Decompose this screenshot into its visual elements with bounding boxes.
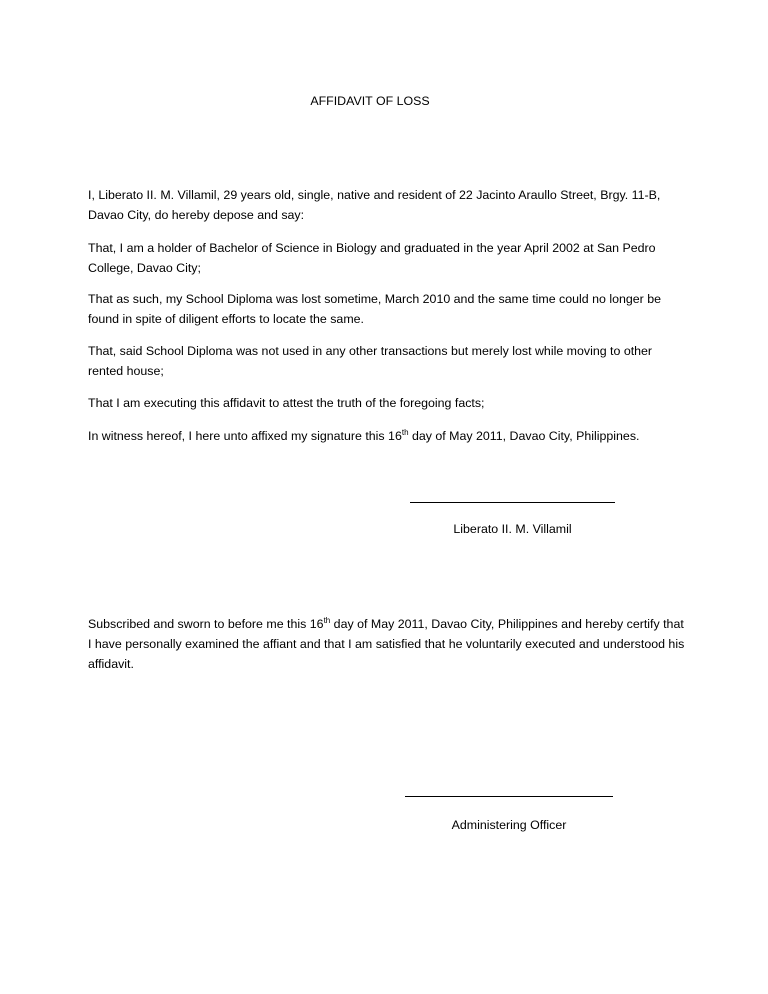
document-title-text: AFFIDAVIT OF LOSS bbox=[310, 94, 430, 108]
paragraph-education: That, I am a holder of Bachelor of Science in Biology and graduated in the year April 2002 at San Pedro College, Davao City; bbox=[88, 241, 656, 275]
officer-signature-line bbox=[405, 796, 613, 797]
paragraph-witness bbox=[88, 426, 688, 446]
paragraph-intro: I, Liberato II. M. Villamil, 29 years old, single, native and resident of 22 Jacinto Araullo Street, Brgy. 11-B, Davao City, do hereby depose and say: bbox=[88, 188, 661, 222]
jurat-text-before: Subscribed and sworn to before me this 16 bbox=[88, 617, 324, 631]
paragraph-jurat bbox=[88, 614, 688, 674]
witness-ordinal-suffix: th bbox=[401, 427, 409, 437]
paragraph-attest: That I am executing this affidavit to attest the truth of the foregoing facts; bbox=[88, 396, 485, 410]
jurat-ordinal-suffix: th bbox=[323, 615, 331, 625]
officer-label: Administering Officer bbox=[451, 818, 567, 832]
witness-text-after: day of May 2011, Davao City, Philippines. bbox=[408, 429, 640, 443]
affiant-signature-line bbox=[410, 502, 615, 503]
paragraph-not-used: That, said School Diploma was not used in any other transactions but merely lost while moving to other rented house; bbox=[88, 344, 653, 378]
affiant-name: Liberato II. M. Villamil bbox=[453, 522, 572, 536]
paragraph-loss: That as such, my School Diploma was lost sometime, March 2010 and the same time could no longer be found in spite of diligent efforts to locate the same. bbox=[88, 292, 662, 326]
jurat-text-after: day of May 2011, Davao City, Philippines and hereby certify that I have personally examined the affiant and that I am satisfied that he voluntarily executed and understood his affidavit. bbox=[88, 617, 685, 671]
witness-text-before: In witness hereof, I here unto affixed my signature this 16 bbox=[88, 429, 402, 443]
document-title bbox=[0, 91, 740, 111]
